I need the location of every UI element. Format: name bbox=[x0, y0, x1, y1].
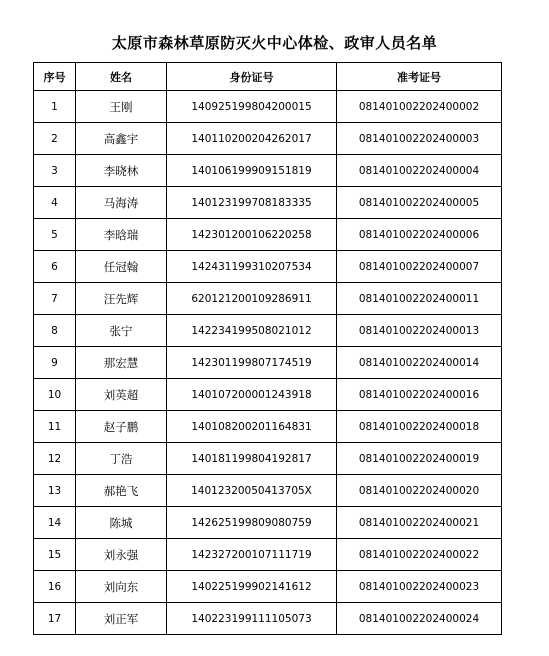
cell-exam-number: 081401002202400016 bbox=[337, 379, 502, 411]
table-row bbox=[34, 411, 502, 443]
table-row bbox=[34, 91, 502, 123]
cell-id-number: 142234199508021012 bbox=[167, 315, 337, 347]
cell-seq: 6 bbox=[34, 251, 76, 283]
cell-name: 张宁 bbox=[76, 315, 167, 347]
cell-id-number: 620121200109286911 bbox=[167, 283, 337, 315]
cell-name: 刘永强 bbox=[76, 539, 167, 571]
cell-exam-number: 081401002202400022 bbox=[337, 539, 502, 571]
cell-seq: 14 bbox=[34, 507, 76, 539]
cell-name: 汪先辉 bbox=[76, 283, 167, 315]
cell-name: 任冠翰 bbox=[76, 251, 167, 283]
table-row bbox=[34, 155, 502, 187]
cell-id-number: 142301199807174519 bbox=[167, 347, 337, 379]
document-title: 太原市森林草原防灭火中心体检、政审人员名单 bbox=[111, 34, 438, 52]
table-row bbox=[34, 123, 502, 155]
cell-seq: 17 bbox=[34, 603, 76, 635]
cell-exam-number: 081401002202400005 bbox=[337, 187, 502, 219]
table-body bbox=[34, 91, 502, 635]
cell-exam-number: 081401002202400014 bbox=[337, 347, 502, 379]
cell-name: 李晗瑞 bbox=[76, 219, 167, 251]
table-row bbox=[34, 475, 502, 507]
header-id-number: 身份证号 bbox=[167, 63, 337, 91]
header-name: 姓名 bbox=[76, 63, 167, 91]
cell-exam-number: 081401002202400021 bbox=[337, 507, 502, 539]
cell-id-number: 140108200201164831 bbox=[167, 411, 337, 443]
cell-seq: 12 bbox=[34, 443, 76, 475]
cell-seq: 16 bbox=[34, 571, 76, 603]
cell-exam-number: 081401002202400006 bbox=[337, 219, 502, 251]
personnel-table bbox=[33, 62, 502, 635]
cell-id-number: 142431199310207534 bbox=[167, 251, 337, 283]
cell-id-number: 140223199111105073 bbox=[167, 603, 337, 635]
header-seq: 序号 bbox=[34, 63, 76, 91]
cell-id-number: 140123199708183335 bbox=[167, 187, 337, 219]
cell-id-number: 142327200107111719 bbox=[167, 539, 337, 571]
cell-name: 高鑫宇 bbox=[76, 123, 167, 155]
table-row bbox=[34, 507, 502, 539]
cell-name: 王刚 bbox=[76, 91, 167, 123]
cell-exam-number: 081401002202400024 bbox=[337, 603, 502, 635]
table-row bbox=[34, 283, 502, 315]
table-row bbox=[34, 219, 502, 251]
cell-exam-number: 081401002202400023 bbox=[337, 571, 502, 603]
cell-exam-number: 081401002202400018 bbox=[337, 411, 502, 443]
table-row bbox=[34, 443, 502, 475]
cell-name: 赵子鹏 bbox=[76, 411, 167, 443]
cell-id-number: 142301200106220258 bbox=[167, 219, 337, 251]
cell-id-number: 142625199809080759 bbox=[167, 507, 337, 539]
cell-id-number: 140107200001243918 bbox=[167, 379, 337, 411]
cell-name: 李晓林 bbox=[76, 155, 167, 187]
cell-exam-number: 081401002202400003 bbox=[337, 123, 502, 155]
cell-seq: 2 bbox=[34, 123, 76, 155]
cell-name: 陈城 bbox=[76, 507, 167, 539]
cell-seq: 10 bbox=[34, 379, 76, 411]
cell-name: 马海涛 bbox=[76, 187, 167, 219]
cell-seq: 15 bbox=[34, 539, 76, 571]
cell-exam-number: 081401002202400007 bbox=[337, 251, 502, 283]
table-row bbox=[34, 315, 502, 347]
table-row bbox=[34, 603, 502, 635]
cell-seq: 3 bbox=[34, 155, 76, 187]
header-exam-number: 准考证号 bbox=[337, 63, 502, 91]
cell-id-number: 140106199909151819 bbox=[167, 155, 337, 187]
table-row bbox=[34, 571, 502, 603]
cell-id-number: 140110200204262017 bbox=[167, 123, 337, 155]
table-row bbox=[34, 379, 502, 411]
cell-id-number: 14012320050413705X bbox=[167, 475, 337, 507]
cell-id-number: 140925199804200015 bbox=[167, 91, 337, 123]
cell-seq: 11 bbox=[34, 411, 76, 443]
table-row bbox=[34, 539, 502, 571]
cell-exam-number: 081401002202400004 bbox=[337, 155, 502, 187]
cell-name: 刘英超 bbox=[76, 379, 167, 411]
cell-name: 郝艳飞 bbox=[76, 475, 167, 507]
cell-seq: 8 bbox=[34, 315, 76, 347]
cell-name: 刘正军 bbox=[76, 603, 167, 635]
cell-exam-number: 081401002202400011 bbox=[337, 283, 502, 315]
cell-name: 刘向东 bbox=[76, 571, 167, 603]
cell-name: 那宏慧 bbox=[76, 347, 167, 379]
cell-id-number: 140225199902141612 bbox=[167, 571, 337, 603]
cell-seq: 9 bbox=[34, 347, 76, 379]
cell-exam-number: 081401002202400013 bbox=[337, 315, 502, 347]
cell-seq: 4 bbox=[34, 187, 76, 219]
cell-seq: 5 bbox=[34, 219, 76, 251]
cell-exam-number: 081401002202400002 bbox=[337, 91, 502, 123]
table-row bbox=[34, 187, 502, 219]
table-row bbox=[34, 251, 502, 283]
cell-exam-number: 081401002202400020 bbox=[337, 475, 502, 507]
cell-exam-number: 081401002202400019 bbox=[337, 443, 502, 475]
cell-seq: 13 bbox=[34, 475, 76, 507]
table-header-row bbox=[34, 63, 502, 91]
cell-seq: 7 bbox=[34, 283, 76, 315]
table-row bbox=[34, 347, 502, 379]
cell-id-number: 140181199804192817 bbox=[167, 443, 337, 475]
cell-name: 丁浩 bbox=[76, 443, 167, 475]
cell-seq: 1 bbox=[34, 91, 76, 123]
